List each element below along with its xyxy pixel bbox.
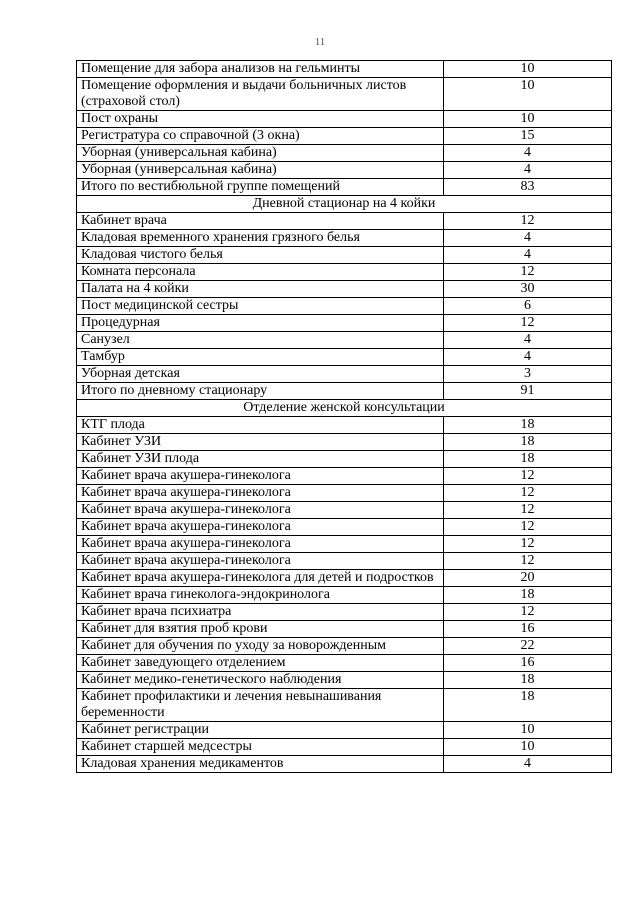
room-area-cell: 16 — [444, 655, 612, 672]
room-area-cell: 12 — [444, 485, 612, 502]
room-name-cell: Итого по дневному стационару — [77, 383, 444, 400]
table-row — [77, 655, 612, 672]
room-area-cell: 10 — [444, 722, 612, 739]
room-area-cell: 12 — [444, 502, 612, 519]
room-name-cell: Кабинет врача акушера-гинеколога — [77, 468, 444, 485]
room-name-cell: Процедурная — [77, 315, 444, 332]
table-row — [77, 536, 612, 553]
table-row — [77, 417, 612, 434]
room-name-cell: Регистратура со справочной (3 окна) — [77, 128, 444, 145]
room-area-cell: 10 — [444, 739, 612, 756]
table-row — [77, 349, 612, 366]
room-area-cell: 12 — [444, 536, 612, 553]
room-area-cell: 4 — [444, 332, 612, 349]
room-name-cell: Помещение оформления и выдачи больничных листов (страховой стол) — [77, 78, 444, 111]
room-name-cell: Кабинет врача акушера-гинеколога — [77, 502, 444, 519]
room-name-cell: Санузел — [77, 332, 444, 349]
room-name-cell: Уборная детская — [77, 366, 444, 383]
table-row — [77, 587, 612, 604]
table-row — [77, 213, 612, 230]
table-row — [77, 281, 612, 298]
room-area-cell: 16 — [444, 621, 612, 638]
room-name-cell: Кабинет профилактики и лечения невынашивания беременности — [77, 689, 444, 722]
room-name-cell: Уборная (универсальная кабина) — [77, 145, 444, 162]
room-area-cell: 12 — [444, 604, 612, 621]
table-row — [77, 434, 612, 451]
room-area-cell: 10 — [444, 61, 612, 78]
room-name-cell: Кабинет врача акушера-гинеколога — [77, 536, 444, 553]
room-area-cell: 18 — [444, 451, 612, 468]
room-area-cell: 10 — [444, 111, 612, 128]
table-row — [77, 468, 612, 485]
table-row — [77, 162, 612, 179]
section-header-row — [77, 400, 612, 417]
table-row — [77, 230, 612, 247]
room-name-cell: Палата на 4 койки — [77, 281, 444, 298]
room-area-cell: 3 — [444, 366, 612, 383]
table-row — [77, 315, 612, 332]
room-name-cell: Кабинет врача акушера-гинеколога для детей и подростков — [77, 570, 444, 587]
room-name-cell: Кабинет старшей медсестры — [77, 739, 444, 756]
room-name-cell: Кабинет врача акушера-гинеколога — [77, 553, 444, 570]
table-row — [77, 621, 612, 638]
table-row — [77, 332, 612, 349]
room-name-cell: Кладовая временного хранения грязного белья — [77, 230, 444, 247]
table-row — [77, 638, 612, 655]
room-name-cell: Кабинет врача — [77, 213, 444, 230]
table-row — [77, 78, 612, 111]
room-name-cell: Кабинет врача акушера-гинеколога — [77, 485, 444, 502]
table-row — [77, 689, 612, 722]
room-name-cell: Кабинет врача гинеколога-эндокринолога — [77, 587, 444, 604]
room-area-cell: 4 — [444, 230, 612, 247]
table-row — [77, 570, 612, 587]
room-name-cell: Кабинет врача психиатра — [77, 604, 444, 621]
section-title: Отделение женской консультации — [77, 400, 612, 417]
room-area-cell: 30 — [444, 281, 612, 298]
table-row — [77, 485, 612, 502]
room-area-cell: 4 — [444, 756, 612, 773]
room-table-body — [77, 61, 612, 773]
table-row — [77, 739, 612, 756]
table-row — [77, 145, 612, 162]
room-area-table — [76, 60, 612, 773]
room-area-cell: 18 — [444, 672, 612, 689]
room-area-cell: 22 — [444, 638, 612, 655]
room-area-cell: 83 — [444, 179, 612, 196]
room-area-cell: 4 — [444, 247, 612, 264]
section-header-row — [77, 196, 612, 213]
room-area-cell: 10 — [444, 78, 612, 111]
table-row — [77, 519, 612, 536]
room-area-cell: 18 — [444, 587, 612, 604]
table-row — [77, 298, 612, 315]
table-row — [77, 366, 612, 383]
room-area-cell: 12 — [444, 264, 612, 281]
table-row — [77, 722, 612, 739]
room-name-cell: Кабинет медико-генетического наблюдения — [77, 672, 444, 689]
room-name-cell: Кабинет врача акушера-гинеколога — [77, 519, 444, 536]
room-name-cell: Кладовая хранения медикаментов — [77, 756, 444, 773]
room-name-cell: Итого по вестибюльной группе помещений — [77, 179, 444, 196]
room-name-cell: Кабинет для обучения по уходу за новорожденным — [77, 638, 444, 655]
room-area-cell: 6 — [444, 298, 612, 315]
room-name-cell: Пост медицинской сестры — [77, 298, 444, 315]
table-row — [77, 179, 612, 196]
room-name-cell: Помещение для забора анализов на гельминты — [77, 61, 444, 78]
room-name-cell: Пост охраны — [77, 111, 444, 128]
table-row — [77, 451, 612, 468]
room-name-cell: Кладовая чистого белья — [77, 247, 444, 264]
page-number: 11 — [314, 36, 326, 48]
room-area-cell: 12 — [444, 519, 612, 536]
room-area-cell: 12 — [444, 213, 612, 230]
table-row — [77, 553, 612, 570]
table-row — [77, 502, 612, 519]
room-area-cell: 18 — [444, 689, 612, 722]
room-area-cell: 4 — [444, 162, 612, 179]
room-name-cell: Кабинет регистрации — [77, 722, 444, 739]
table-row — [77, 756, 612, 773]
room-name-cell: Кабинет УЗИ — [77, 434, 444, 451]
table-row — [77, 383, 612, 400]
table-row — [77, 61, 612, 78]
table-row — [77, 247, 612, 264]
section-title: Дневной стационар на 4 койки — [77, 196, 612, 213]
room-area-cell: 12 — [444, 315, 612, 332]
room-name-cell: Тамбур — [77, 349, 444, 366]
table-row — [77, 604, 612, 621]
room-area-cell: 91 — [444, 383, 612, 400]
room-name-cell: Комната персонала — [77, 264, 444, 281]
room-name-cell: Кабинет заведующего отделением — [77, 655, 444, 672]
table-row — [77, 128, 612, 145]
room-area-cell: 4 — [444, 349, 612, 366]
room-area-cell: 18 — [444, 417, 612, 434]
table-row — [77, 111, 612, 128]
room-area-cell: 4 — [444, 145, 612, 162]
room-area-cell: 12 — [444, 553, 612, 570]
room-area-cell: 20 — [444, 570, 612, 587]
table-row — [77, 672, 612, 689]
room-name-cell: Кабинет УЗИ плода — [77, 451, 444, 468]
room-name-cell: КТГ плода — [77, 417, 444, 434]
room-area-cell: 18 — [444, 434, 612, 451]
room-name-cell: Кабинет для взятия проб крови — [77, 621, 444, 638]
table-row — [77, 264, 612, 281]
room-name-cell: Уборная (универсальная кабина) — [77, 162, 444, 179]
room-area-cell: 15 — [444, 128, 612, 145]
room-area-cell: 12 — [444, 468, 612, 485]
